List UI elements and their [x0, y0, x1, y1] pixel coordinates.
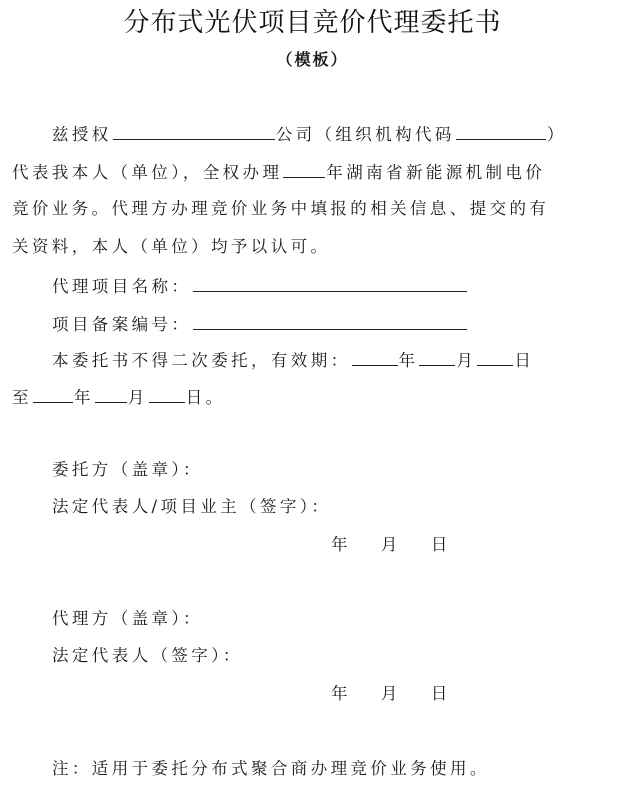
project-record-blank[interactable]: [193, 311, 467, 330]
document-subtitle: （模板）: [276, 50, 349, 69]
start-day-blank[interactable]: [477, 347, 513, 366]
closing-paren: ）: [546, 125, 567, 144]
principal-year: 年: [331, 535, 351, 554]
company-text: 公司（组织机构代码: [275, 125, 455, 144]
document-title: 分布式光伏项目竞价代理委托书: [123, 8, 502, 38]
principal-rep-label: 法定代表人/项目业主（签字）：: [52, 497, 332, 516]
end-year-blank[interactable]: [33, 384, 73, 403]
authorize-text: 兹授权: [52, 125, 112, 144]
end-day-blank[interactable]: [149, 384, 185, 403]
authorization-line-2: [12, 159, 545, 185]
start-year-blank[interactable]: [352, 347, 398, 366]
end-year-label: 年: [73, 388, 94, 407]
start-month-blank[interactable]: [419, 347, 455, 366]
agent-month: 月: [380, 684, 401, 703]
authorization-line-1: [52, 121, 567, 147]
agent-day: 日: [430, 684, 451, 703]
agent-date: [331, 682, 451, 706]
principal-day: 日: [430, 535, 451, 554]
start-day-label: 日: [514, 351, 535, 370]
company-name-blank[interactable]: [113, 121, 275, 140]
year-blank[interactable]: [283, 159, 325, 178]
authorization-line-4: 关资料，本人（单位）均予以认可。: [12, 237, 331, 256]
project-record-row: [52, 311, 468, 337]
to-text: 至: [12, 388, 32, 407]
end-month-blank[interactable]: [95, 384, 127, 403]
principal-month: 月: [380, 535, 401, 554]
validity-line-2: [12, 384, 226, 410]
usage-note: 注：适用于委托分布式聚合商办理竞价业务使用。: [52, 759, 490, 778]
principal-date: [331, 533, 451, 557]
start-month-label: 月: [456, 351, 477, 370]
agent-seal-label: 代理方（盖章）：: [52, 609, 203, 628]
project-name-blank[interactable]: [193, 273, 467, 292]
project-record-label: 项目备案编号：: [52, 315, 192, 334]
start-year-label: 年: [398, 351, 419, 370]
org-code-blank[interactable]: [456, 121, 546, 140]
validity-line-1: [52, 347, 534, 373]
principal-seal-label: 委托方（盖章）：: [52, 460, 203, 479]
agent-year: 年: [331, 684, 351, 703]
end-day-label: 日。: [185, 388, 226, 407]
validity-text: 本委托书不得二次委托，有效期：: [52, 351, 351, 370]
represent-text: 代表我本人（单位），全权办理: [12, 163, 283, 182]
project-name-row: [52, 273, 468, 299]
authorization-line-3: 竞价业务。代理方办理竞价业务中填报的相关信息、提交的有: [12, 199, 550, 218]
end-month-label: 月: [127, 388, 148, 407]
mechanism-text: 年湖南省新能源机制电价: [326, 163, 546, 182]
project-name-label: 代理项目名称：: [52, 277, 192, 296]
agent-rep-label: 法定代表人（签字）：: [52, 646, 243, 665]
